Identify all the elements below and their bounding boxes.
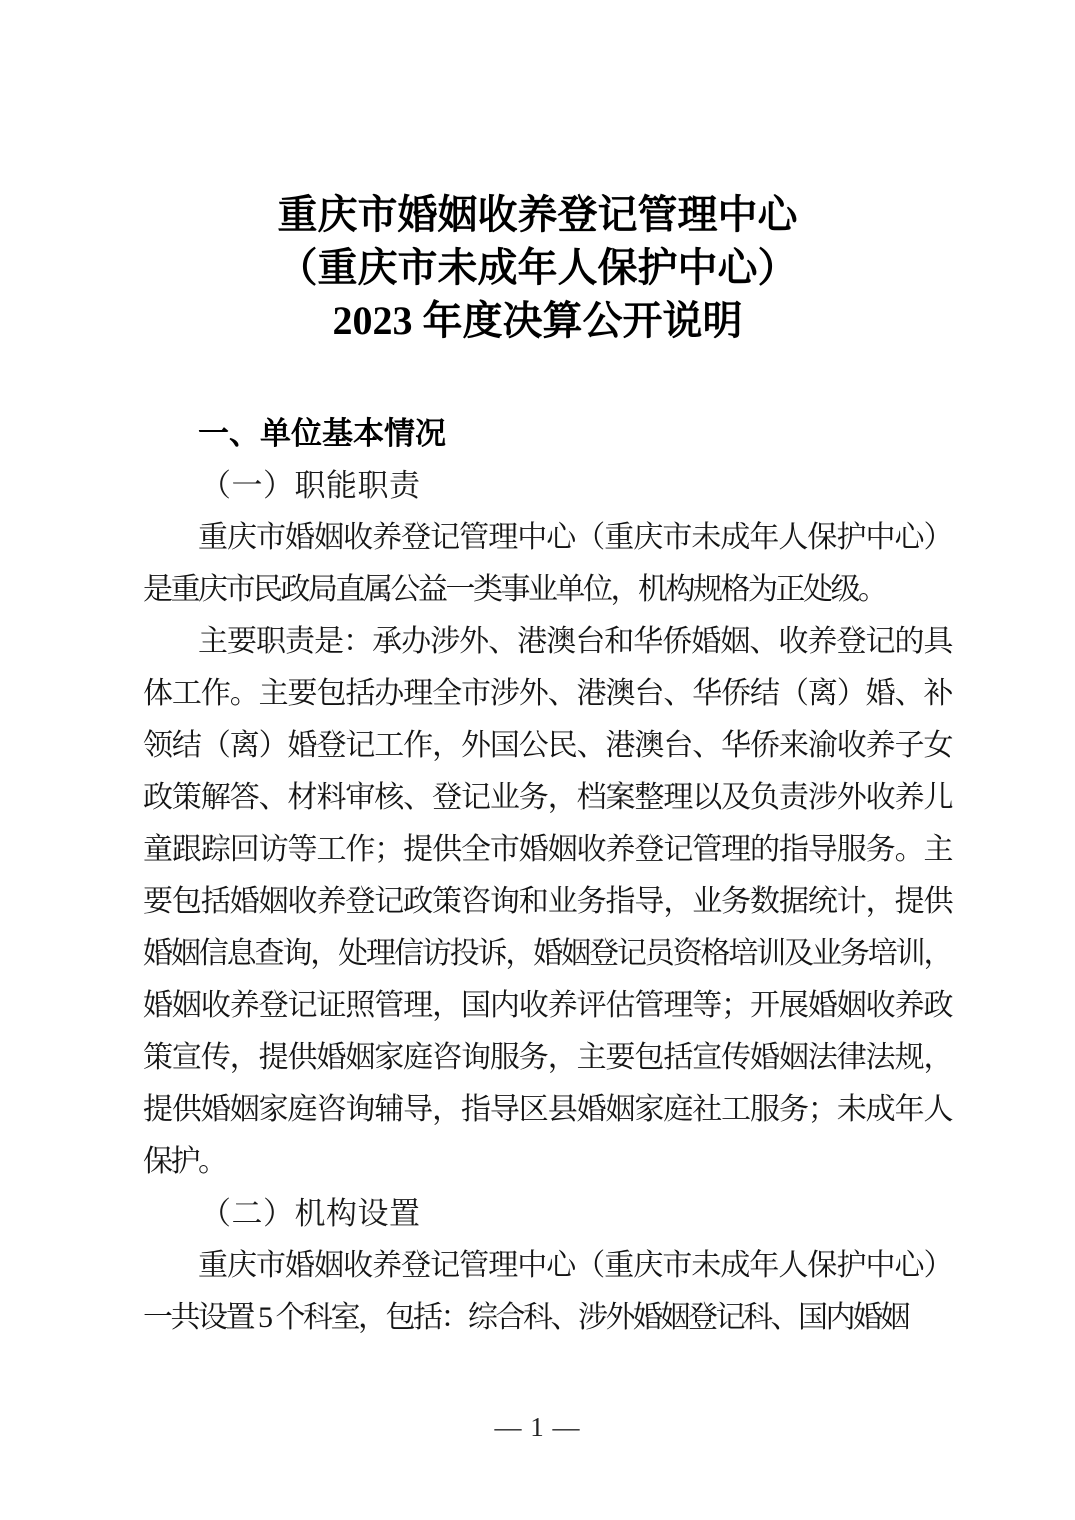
text-line: 婚姻信息查询，处理信访投诉，婚姻登记员资格培训及业务培训， — [143, 937, 951, 970]
document-body — [143, 408, 951, 1344]
paragraph-main-duties — [143, 616, 951, 1188]
text-line: 政策解答、材料审核、登记业务，档案整理以及负责涉外收养儿 — [143, 781, 951, 814]
page-footer — [0, 1402, 1075, 1452]
paragraph-organization-setup — [143, 1240, 951, 1344]
paragraph-unit-overview — [143, 512, 951, 616]
text-line: 是重庆市民政局直属公益一类事业单位，机构规格为正处级。 — [143, 573, 886, 606]
title-line-2: （重庆市未成年人保护中心） — [277, 245, 798, 290]
page-number: — 1 — — [494, 1412, 581, 1442]
subsection-heading-duties: （一）职能职责 — [200, 468, 421, 503]
text-line: 策宣传，提供婚姻家庭咨询服务，主要包括宣传婚姻法律法规， — [143, 1041, 951, 1074]
text-line: 保护。 — [143, 1145, 226, 1178]
text-line: 要包括婚姻收养登记政策咨询和业务指导，业务数据统计，提供 — [143, 885, 951, 918]
text-line: 提供婚姻家庭咨询辅导，指导区县婚姻家庭社工服务；未成年人 — [143, 1093, 951, 1126]
text-line: 主要职责是：承办涉外、港澳台和华侨婚姻、收养登记的具 — [198, 625, 951, 658]
text-line: 体工作。主要包括办理全市涉外、港澳台、华侨结（离）婚、补 — [143, 677, 951, 710]
text-line: 领结（离）婚登记工作，外国公民、港澳台、华侨来渝收养子女 — [143, 729, 951, 762]
text-line: 婚姻收养登记证照管理，国内收养评估管理等；开展婚姻收养政 — [143, 989, 951, 1022]
text-line: 童跟踪回访等工作；提供全市婚姻收养登记管理的指导服务。主 — [143, 833, 951, 866]
text-line: 一共设置 5 个科室，包括：综合科、涉外婚姻登记科、国内婚姻 — [143, 1301, 908, 1334]
text-line: 重庆市婚姻收养登记管理中心（重庆市未成年人保护中心） — [198, 1249, 951, 1282]
title-line-1: 重庆市婚姻收养登记管理中心 — [277, 192, 798, 237]
title-line-3: 2023 年度决算公开说明 — [332, 298, 743, 343]
subsection-heading-organization: （二）机构设置 — [200, 1196, 421, 1231]
document-title — [0, 0, 1075, 347]
text-line: 重庆市婚姻收养登记管理中心（重庆市未成年人保护中心） — [198, 521, 951, 554]
section-heading-basic-info: 一、单位基本情况 — [198, 416, 446, 451]
